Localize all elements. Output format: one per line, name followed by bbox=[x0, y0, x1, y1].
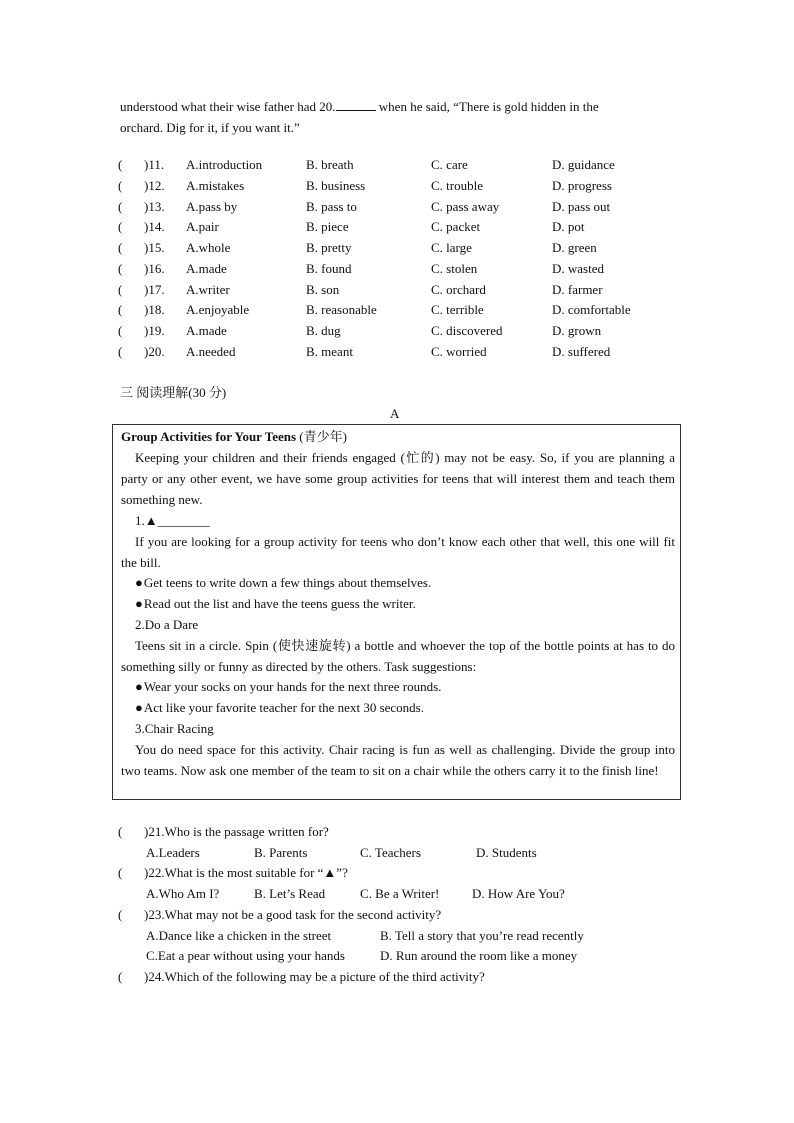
passage-paragraph-3: Teens sit in a circle. Spin (使快速旋转) a bottle and whoever the top of the bottle points at has to do something silly or funny as directed by the others. Task suggestions: bbox=[121, 638, 675, 674]
activity-heading-2: 2.Do a Dare bbox=[135, 617, 199, 632]
bullet-item-1: ● Get teens to write down a few things about themselves. bbox=[121, 572, 689, 593]
answer-paren[interactable]: ( bbox=[118, 157, 123, 172]
section-heading: 三 阅读理解(30 分) bbox=[120, 385, 227, 400]
bullet-item-2: ● Read out the list and have the teens guess the writer. bbox=[121, 593, 689, 614]
passage-paragraph-4: You do need space for this activity. Chair racing is fun as well as challenging. Divide the group into two teams. Now ask one member of the team to sit on a chair while the others carry it to the finish line! bbox=[121, 742, 675, 778]
option-a[interactable]: A.Leaders bbox=[146, 845, 200, 860]
cloze-question-row bbox=[118, 279, 718, 300]
option-c[interactable]: C. large bbox=[431, 240, 472, 255]
option-a[interactable]: A.made bbox=[186, 260, 227, 276]
option-c[interactable]: C. stolen bbox=[431, 260, 478, 276]
option-c[interactable]: C. terrible bbox=[431, 302, 484, 318]
option-a[interactable]: A.made bbox=[186, 323, 227, 338]
question-number: )11. bbox=[144, 157, 165, 172]
cloze-question-row bbox=[118, 175, 718, 196]
answer-paren[interactable]: ( bbox=[118, 281, 123, 297]
question-number: )15. bbox=[144, 240, 165, 255]
bullet-item-4: ● Act like your favorite teacher for the next 30 seconds. bbox=[121, 697, 689, 718]
option-a[interactable]: A.Dance like a chicken in the street bbox=[146, 928, 332, 943]
intro-passage-line2: orchard. Dig for it, if you want it.” bbox=[120, 120, 300, 135]
option-c[interactable]: C. discovered bbox=[431, 323, 503, 338]
activity-heading-1: 1.▲________ bbox=[135, 513, 210, 528]
intro-text-after-blank: when he said, “There is gold hidden in the bbox=[378, 99, 599, 114]
passage-paragraph-1: Keeping your children and their friends engaged (忙的) may not be easy. So, if you are planning a party or any other event, we have some group activities for teens that will interest them and teach them something new. bbox=[121, 450, 675, 507]
option-a[interactable]: A.whole bbox=[186, 240, 231, 255]
option-d[interactable]: D. farmer bbox=[552, 281, 603, 297]
answer-paren[interactable]: ( bbox=[118, 969, 123, 984]
passage-label: A bbox=[390, 406, 400, 421]
option-c[interactable]: C. orchard bbox=[431, 281, 486, 297]
intro-passage-line1 bbox=[120, 96, 675, 117]
option-b[interactable]: B. pass to bbox=[306, 198, 357, 214]
answer-paren[interactable]: ( bbox=[118, 343, 123, 359]
option-a[interactable]: A.Who Am I? bbox=[146, 886, 220, 901]
option-a[interactable]: A.pair bbox=[186, 219, 219, 235]
option-d[interactable]: D. pass out bbox=[552, 198, 611, 214]
answer-paren[interactable]: ( bbox=[118, 323, 123, 338]
option-a[interactable]: A.introduction bbox=[186, 157, 263, 172]
option-b[interactable]: B. pretty bbox=[306, 240, 352, 255]
option-d[interactable]: D. Students bbox=[476, 845, 537, 860]
option-b[interactable]: B. son bbox=[306, 281, 340, 297]
option-a[interactable]: A.mistakes bbox=[186, 177, 245, 193]
option-b[interactable]: B. meant bbox=[306, 343, 353, 359]
intro-text-before-blank: understood what their wise father had 20. bbox=[120, 99, 336, 114]
option-c[interactable]: C. Teachers bbox=[360, 845, 421, 860]
answer-blank-20[interactable] bbox=[336, 98, 376, 111]
passage-title-cn: (青少年) bbox=[299, 429, 347, 444]
option-d[interactable]: D. How Are You? bbox=[472, 886, 565, 901]
option-c[interactable]: C. trouble bbox=[431, 177, 483, 193]
option-c[interactable]: C. pass away bbox=[431, 198, 500, 214]
option-a[interactable]: A.enjoyable bbox=[186, 302, 250, 318]
cloze-question-row bbox=[118, 216, 718, 237]
answer-paren[interactable]: ( bbox=[118, 177, 123, 193]
cloze-question-row bbox=[118, 341, 718, 362]
question-text: )22.What is the most suitable for “▲”? bbox=[144, 865, 348, 880]
answer-paren[interactable]: ( bbox=[118, 240, 123, 255]
option-d[interactable]: D. suffered bbox=[552, 343, 611, 359]
passage-title-text: Group Activities for Your Teens bbox=[121, 429, 297, 444]
option-d[interactable]: D. Run around the room like a money bbox=[380, 948, 578, 963]
option-b[interactable]: B. found bbox=[306, 260, 352, 276]
option-b[interactable]: B. breath bbox=[306, 157, 354, 172]
option-c[interactable]: C. worried bbox=[431, 343, 487, 359]
cloze-question-row bbox=[118, 196, 718, 217]
option-b[interactable]: B. Let’s Read bbox=[254, 886, 326, 901]
answer-paren[interactable]: ( bbox=[118, 907, 123, 922]
option-a[interactable]: A.pass by bbox=[186, 198, 238, 214]
option-c[interactable]: C. care bbox=[431, 157, 468, 172]
option-b[interactable]: B. business bbox=[306, 177, 366, 193]
answer-paren[interactable]: ( bbox=[118, 302, 123, 318]
passage-paragraph-2: If you are looking for a group activity for teens who don’t know each other that well, this one will fit the bill. bbox=[121, 534, 675, 570]
option-a[interactable]: A.needed bbox=[186, 343, 236, 359]
question-number: )16. bbox=[144, 260, 165, 276]
option-d[interactable]: D. wasted bbox=[552, 260, 604, 276]
question-text: )24.Which of the following may be a picture of the third activity? bbox=[144, 969, 485, 984]
question-number: )14. bbox=[144, 219, 165, 235]
activity-heading-3: 3.Chair Racing bbox=[135, 721, 214, 736]
question-number: )13. bbox=[144, 198, 165, 214]
question-number: )18. bbox=[144, 302, 165, 318]
option-a[interactable]: A.writer bbox=[186, 281, 230, 297]
answer-paren[interactable]: ( bbox=[118, 824, 123, 839]
passage-title bbox=[121, 426, 675, 447]
reading-passage-box bbox=[112, 424, 681, 800]
option-b[interactable]: B. piece bbox=[306, 219, 349, 235]
cloze-question-row bbox=[118, 237, 718, 258]
question-text: )23.What may not be a good task for the second activity? bbox=[144, 907, 442, 922]
option-d[interactable]: D. pot bbox=[552, 219, 585, 235]
option-b[interactable]: B. Parents bbox=[254, 845, 308, 860]
question-number: )19. bbox=[144, 323, 165, 338]
question-number: )12. bbox=[144, 177, 165, 193]
option-d[interactable]: D. grown bbox=[552, 323, 602, 338]
bullet-item-3: ● Wear your socks on your hands for the next three rounds. bbox=[121, 676, 689, 697]
answer-paren[interactable]: ( bbox=[118, 260, 123, 276]
option-d[interactable]: D. comfortable bbox=[552, 302, 631, 318]
option-d[interactable]: D. green bbox=[552, 240, 597, 255]
option-d[interactable]: D. guidance bbox=[552, 157, 615, 172]
question-text: )21.Who is the passage written for? bbox=[144, 824, 329, 839]
option-b[interactable]: B. Tell a story that you’re read recently bbox=[380, 928, 584, 943]
option-b[interactable]: B. dug bbox=[306, 323, 341, 338]
option-d[interactable]: D. progress bbox=[552, 177, 612, 193]
cloze-question-row bbox=[118, 154, 718, 175]
cloze-question-row bbox=[118, 299, 718, 320]
answer-paren[interactable]: ( bbox=[118, 219, 123, 235]
cloze-question-row bbox=[118, 320, 718, 341]
answer-paren[interactable]: ( bbox=[118, 865, 123, 880]
option-b[interactable]: B. reasonable bbox=[306, 302, 377, 318]
option-c[interactable]: C. packet bbox=[431, 219, 481, 235]
answer-paren[interactable]: ( bbox=[118, 198, 123, 214]
option-c[interactable]: C. Be a Writer! bbox=[360, 886, 440, 901]
question-number: )17. bbox=[144, 281, 165, 297]
option-c[interactable]: C.Eat a pear without using your hands bbox=[146, 948, 345, 963]
question-number: )20. bbox=[144, 343, 165, 359]
cloze-question-row bbox=[118, 258, 718, 279]
